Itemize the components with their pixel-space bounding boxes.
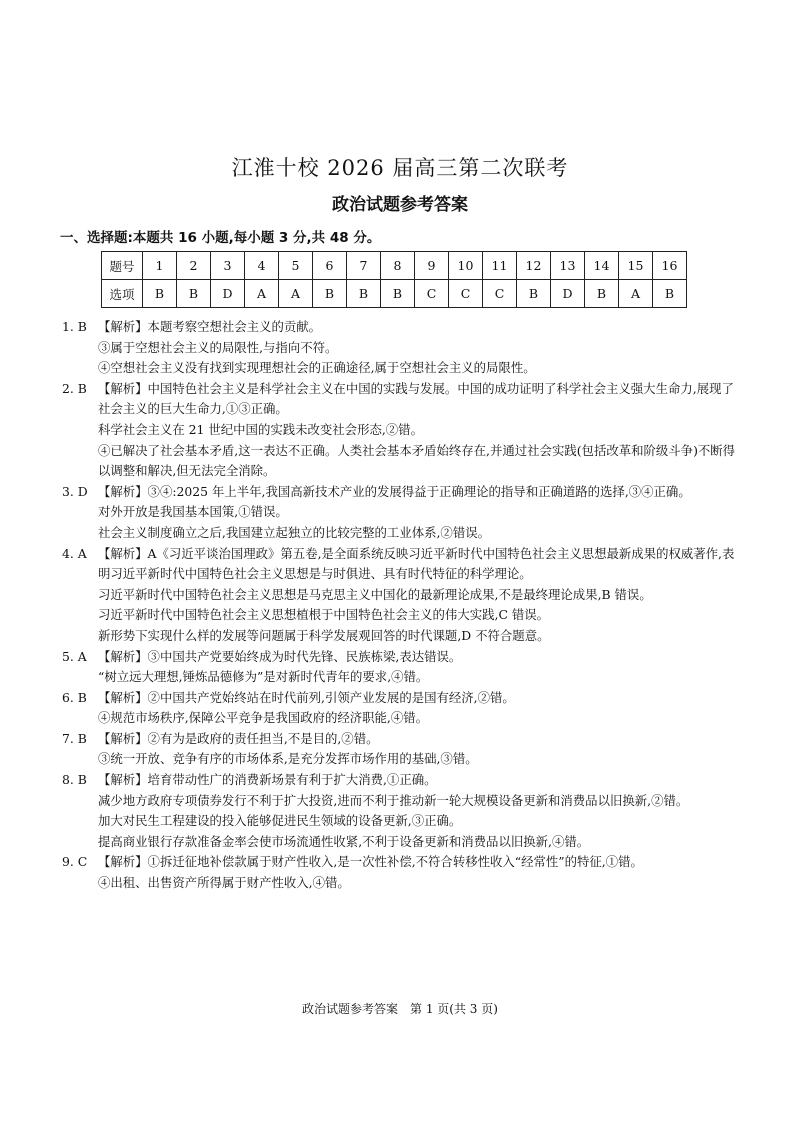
explanation-line: 提高商业银行存款准备金率会使市场流通性收紧,不利于设备更新和消费品以旧换新,④错。 [98, 833, 590, 849]
explanation-item [62, 729, 742, 770]
answer-table-option-row [102, 280, 687, 308]
explanation-line: ④出租、出售资产所得属于财产性收入,④错。 [98, 875, 350, 891]
question-number-cell: 3 [211, 252, 245, 280]
question-answer-label: 2. B [62, 380, 87, 396]
page-footer: 政治试题参考答案 第 1 页(共 3 页) [302, 1002, 498, 1016]
explanation-item [62, 482, 742, 544]
question-number-cell: 2 [177, 252, 211, 280]
explanation-item [62, 647, 742, 688]
explanation-line: 【解析】中国特色社会主义是科学社会主义在中国的实践与发展。中国的成功证明了科学社会主义强大生命力,展现了社会主义的巨大生命力,①③正确。 [98, 380, 734, 417]
explanation-line: ④规范市场秩序,保障公平竞争是我国政府的经济职能,④错。 [98, 710, 429, 726]
page-title: 江淮十校 2026 届高三第二次联考 [231, 156, 569, 180]
answer-option-cell: C [415, 280, 449, 308]
answer-option-cell: B [143, 280, 177, 308]
row-label-question-number: 题号 [102, 252, 143, 280]
question-answer-label: 6. B [62, 689, 87, 705]
explanation-line: 【解析】本题考察空想社会主义的贡献。 [98, 319, 322, 334]
question-number-cell: 11 [483, 252, 517, 280]
explanation-line: 【解析】②有为是政府的责任担当,不是目的,②错。 [98, 730, 379, 746]
explanation-line: 社会主义制度确立之后,我国建立起独立的比较完整的工业体系,②错误。 [98, 524, 490, 540]
explanation-item [62, 379, 742, 482]
explanation-line: ④已解决了社会基本矛盾,这一表达不正确。人类社会基本矛盾始终存在,并通过社会实践(包括改革和阶级斗争)不断得以调整和解决,但无法完全消除。 [98, 442, 736, 479]
section-heading: 一、选择题:本题共 16 小题,每小题 3 分,共 48 分。 [60, 230, 381, 246]
question-number-cell: 7 [347, 252, 381, 280]
question-number-cell: 1 [143, 252, 177, 280]
answer-option-cell: A [619, 280, 653, 308]
answer-option-cell: C [449, 280, 483, 308]
explanation-item [62, 688, 742, 729]
answer-option-cell: B [517, 280, 551, 308]
answer-option-cell: B [585, 280, 619, 308]
explanation-line: ③属于空想社会主义的局限性,与指向不符。 [98, 339, 338, 355]
question-number-cell: 15 [619, 252, 653, 280]
question-number-cell: 8 [381, 252, 415, 280]
explanation-line: ④空想社会主义没有找到实现理想社会的正确途径,属于空想社会主义的局限性。 [98, 360, 536, 376]
question-answer-label: 1. B [62, 319, 87, 334]
answer-option-cell: A [245, 280, 279, 308]
question-answer-label: 8. B [62, 772, 87, 788]
explanation-line: 【解析】②中国共产党始终站在时代前列,引领产业发展的是国有经济,②错。 [98, 689, 515, 705]
answer-option-cell: D [211, 280, 245, 308]
question-answer-label: 3. D [62, 483, 88, 499]
answer-option-cell: B [347, 280, 381, 308]
answer-option-cell: C [483, 280, 517, 308]
explanation-line: 对外开放是我国基本国策,①错误。 [98, 504, 288, 520]
question-number-cell: 10 [449, 252, 483, 280]
explanation-item [62, 544, 742, 647]
answer-option-cell: A [279, 280, 313, 308]
explanation-line: ③统一开放、竞争有序的市场体系,是充分发挥市场作用的基础,③错。 [98, 751, 478, 767]
question-answer-label: 9. C [62, 854, 88, 870]
explanation-line: 【解析】培育带动性广的消费新场景有利于扩大消费,①正确。 [98, 772, 437, 788]
explanation-item [62, 852, 742, 893]
question-number-cell: 5 [279, 252, 313, 280]
answer-option-cell: D [551, 280, 585, 308]
answer-option-cell: B [177, 280, 211, 308]
answer-table [101, 251, 687, 308]
question-number-cell: 13 [551, 252, 585, 280]
explanation-line: 习近平新时代中国特色社会主义思想是马克思主义中国化的最新理论成果,不是最终理论成果,B 错误。 [98, 586, 652, 602]
answer-table-number-row [102, 252, 687, 280]
question-answer-label: 7. B [62, 730, 87, 746]
question-answer-label: 5. A [62, 648, 87, 664]
explanation-line: 【解析】③④:2025 年上半年,我国高新技术产业的发展得益于正确理论的指导和正确道路的选择,③④正确。 [98, 483, 691, 499]
answer-option-cell: B [313, 280, 347, 308]
question-number-cell: 14 [585, 252, 619, 280]
question-number-cell: 12 [517, 252, 551, 280]
question-answer-label: 4. A [62, 545, 87, 561]
explanation-line: 科学社会主义在 21 世纪中国的实践未改变社会形态,②错。 [98, 421, 423, 437]
answer-option-cell: B [653, 280, 687, 308]
answer-option-cell: B [381, 280, 415, 308]
page-subtitle: 政治试题参考答案 [332, 195, 468, 215]
question-number-cell: 6 [313, 252, 347, 280]
explanation-item [62, 317, 742, 379]
row-label-option: 选项 [102, 280, 143, 308]
question-number-cell: 4 [245, 252, 279, 280]
explanation-line: 新形势下实现什么样的发展等问题属于科学发展观回答的时代课题,D 不符合题意。 [98, 627, 550, 643]
explanation-line: 加大对民生工程建设的投入能够促进民生领域的设备更新,③正确。 [98, 813, 462, 829]
explanation-line: 习近平新时代中国特色社会主义思想植根于中国特色社会主义的伟大实践,C 错误。 [98, 607, 550, 623]
explanation-line: 【解析】③中国共产党要始终成为时代先锋、民族栋梁,表达错误。 [98, 648, 462, 664]
explanation-list [62, 317, 742, 894]
explanation-line: 【解析】A《习近平谈治国理政》第五卷,是全面系统反映习近平新时代中国特色社会主义思想最新成果的权威著作,表明习近平新时代中国特色社会主义思想是与时俱进、具有时代特征的科学理论。 [98, 545, 735, 582]
explanation-line: 【解析】①拆迁征地补偿款属于财产性收入,是一次性补偿,不符合转移性收入“经常性”的特征,①错。 [98, 854, 643, 870]
explanation-item [62, 770, 742, 852]
question-number-cell: 16 [653, 252, 687, 280]
explanation-line: “树立远大理想,锤炼品德修为”是对新时代青年的要求,④错。 [98, 669, 429, 685]
explanation-line: 减少地方政府专项债券发行不利于扩大投资,进而不利于推动新一轮大规模设备更新和消费品以旧换新,②错。 [98, 792, 689, 808]
question-number-cell: 9 [415, 252, 449, 280]
